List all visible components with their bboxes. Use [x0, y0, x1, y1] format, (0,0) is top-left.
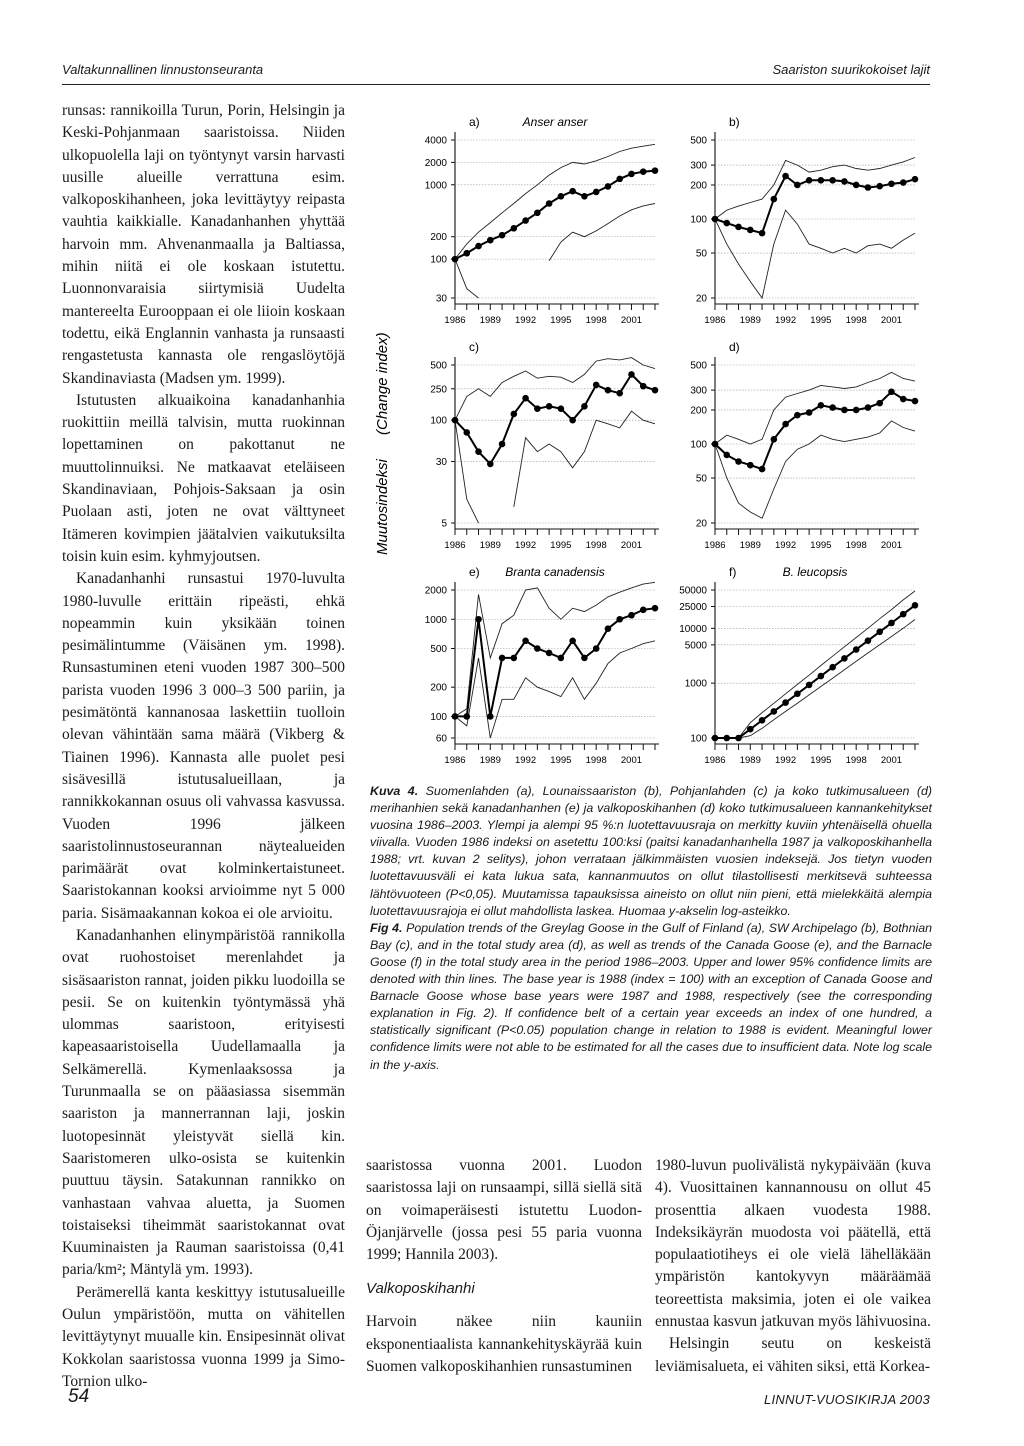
- running-header: [62, 58, 930, 85]
- panel-b-y-tick-label: 50: [695, 248, 707, 260]
- panel-f-index-point: [723, 735, 730, 742]
- panel-b-index-point: [782, 173, 789, 180]
- panel-d-index-point: [723, 452, 730, 459]
- panel-c-x-tick-label: 2001: [620, 540, 643, 551]
- panel-a-index-point: [640, 168, 647, 175]
- panel-b-upper-limit: [715, 158, 915, 220]
- panel-f-index-point: [853, 646, 860, 653]
- panel-d-x-tick-label: 1995: [810, 540, 832, 551]
- panel-f-index-point: [900, 611, 907, 618]
- panel-f-index-point: [912, 602, 919, 609]
- panel-a-index-point: [628, 171, 635, 178]
- panel-e-index-point: [463, 713, 470, 720]
- panel-a-index-point: [452, 256, 459, 263]
- panel-f-index-point: [865, 637, 872, 644]
- panel-c-index-point: [640, 383, 647, 390]
- panel-e-x-tick-label: 1992: [515, 755, 537, 766]
- panel-d-x-tick-label: 1986: [704, 540, 726, 551]
- figure-4: [365, 100, 933, 772]
- panel-f-index-point: [794, 690, 801, 697]
- panel-e-index-point: [640, 607, 647, 614]
- panel-b-index-point: [723, 220, 730, 227]
- panel-e-x-tick-label: 1998: [585, 755, 607, 766]
- panel-f-y-tick-label: 25000: [679, 602, 707, 614]
- y-axis-label-fi: Muutosindeksi: [374, 459, 391, 555]
- paragraph: saaristossa vuonna 2001. Luodon saaristossa laji on runsaampi, sillä siellä sitä on voimaperäisesti istutettu Luodon-Öjanjärvelle (jossa pesi 55 paria vuonna 1999; Hannila 2003).: [366, 1157, 642, 1264]
- panel-d-y-tick-label: 20: [695, 518, 707, 530]
- panel-f-y-tick-label: 1000: [684, 678, 707, 690]
- panel-b-index-point: [841, 178, 848, 185]
- panel-d-y-tick-label: 50: [695, 473, 707, 485]
- panel-e-index-point: [522, 638, 529, 645]
- panel-a-y-tick-label: 30: [435, 293, 447, 305]
- panel-b-x-tick-label: 1995: [810, 315, 832, 326]
- panel-e-index-point: [581, 655, 588, 662]
- panel-c-y-tick-label: 100: [430, 415, 447, 427]
- panel-f-index-point: [829, 664, 836, 671]
- caption-en: [370, 920, 932, 1074]
- y-axis-label-en: (Change index): [374, 332, 391, 435]
- panel-a-index-point: [558, 193, 565, 200]
- panel-d-index-point: [712, 441, 719, 448]
- panel-a-y-tick-label: 200: [430, 232, 447, 244]
- panel-d-y-tick-label: 300: [690, 385, 707, 397]
- panel-e-index-point: [534, 645, 541, 652]
- panel-b-y-tick-label: 20: [695, 293, 707, 305]
- panel-e-index-point: [569, 638, 576, 645]
- panel-e-index-point: [616, 616, 623, 623]
- panel-e-index-point: [605, 625, 612, 632]
- panel-f-x-tick-label: 2001: [880, 755, 903, 766]
- panel-d-index-point: [865, 404, 872, 411]
- panel-d-index-point: [888, 388, 895, 395]
- paragraph: Istutusten alkuaikoina kanadanhanhia ruokittiin meillä talvisin, mutta ruokinnan lopettaminen on pakottanut ne muuttolinnuiksi. Ne matkaavat eteläiseen Skandinaviaan, Pohjois-Saksaan ja osin Puolaan asti, joten ne ovat välttyneet Itämeren kovimpien jäätalvien vaikutuksilta toisin kuin esim. kyhmyjoutsen.: [62, 391, 345, 565]
- panel-e-upper-limit: [455, 582, 655, 716]
- panel-c-y-tick-label: 500: [430, 360, 447, 372]
- panel-d-y-tick-label: 200: [690, 405, 707, 417]
- panel-f-y-tick-label: 50000: [679, 585, 707, 597]
- panel-a-x-tick-label: 1995: [550, 315, 572, 326]
- panel-e-index-point: [452, 713, 459, 720]
- panel-b-y-tick-label: 500: [690, 135, 707, 147]
- panel-a-x-tick-label: 1986: [444, 315, 466, 326]
- panel-f-index-point: [712, 735, 719, 742]
- panel-b-x-tick-label: 1989: [739, 315, 761, 326]
- panel-d-index-point: [912, 398, 919, 405]
- panel-e-x-tick-label: 2001: [620, 755, 643, 766]
- panel-e-index-point: [511, 655, 518, 662]
- panel-d-index-point: [853, 407, 860, 414]
- panel-a-x-tick-label: 1998: [585, 315, 607, 326]
- panel-e-index-point: [628, 612, 635, 619]
- panel-c-x-tick-label: 1998: [585, 540, 607, 551]
- panel-b-y-tick-label: 100: [690, 214, 707, 226]
- panel-c-index-point: [628, 371, 635, 378]
- panel-c-index-point: [475, 448, 482, 455]
- panel-f-y-tick-label: 100: [690, 733, 707, 745]
- panel-e-index-point: [558, 655, 565, 662]
- panel-b-index-point: [806, 177, 813, 184]
- panel-c-index-point: [499, 441, 506, 448]
- text-column-1: [62, 100, 345, 1393]
- figure-caption: [370, 783, 932, 1074]
- panel-e-index-point: [499, 655, 506, 662]
- paragraph: Harvoin näkee niin kauniin eksponentiaalista kannankehityskäyrää kuin Suomen valkoposkihanhien runsastuminen: [366, 1313, 642, 1376]
- panel-e-y-tick-label: 100: [430, 711, 447, 723]
- panel-f-index-point: [782, 699, 789, 706]
- panel-f-upper-limit: [715, 591, 915, 738]
- panel-d-index-point: [735, 458, 742, 465]
- panel-b-index-point: [818, 177, 825, 184]
- panel-a-y-tick-label: 1000: [424, 180, 447, 192]
- panel-d-index-point: [794, 412, 801, 419]
- panel-c-index-point: [616, 390, 623, 397]
- panel-c-x-tick-label: 1986: [444, 540, 466, 551]
- panel-f-index-point: [806, 682, 813, 689]
- panel-e-index-point: [593, 645, 600, 652]
- paragraph: Kanadanhanhen elinympäristöä rannikolla ovat ruohostoiset merenlahdet ja sisäsaariston rannat, joiden pikku luodoilla se pesii. Se on kuitenkin työntymässä yhä ulommas saaristoon, erityisesti kapeasaaristoisella Uudellamaalla ja Selkämerellä. Kymenlaaksossa ja Turunmaalla se on pääasiassa sisemmän saariston ja mannerrannan laji, joskin luotopesinnät yleistyvät siellä kin. Saaristomeren ulko-osista se kuitenkin puuttuu täysin. Satakunnan rannikko on vanhastaan vahvaa aluetta, ja Suomen toistaiseksi tiheimmät saaristokannat ovat Kuuminaisten ja Rauman saaristoissa (0,41 paria/km²; Mäntylä ym. 1993).: [62, 926, 345, 1279]
- panel-d-index-point: [876, 400, 883, 407]
- panel-a-index-point: [569, 188, 576, 195]
- panel-b-y-tick-label: 300: [690, 160, 707, 172]
- panel-d-index-point: [782, 421, 789, 428]
- panel-b-x-tick-label: 1998: [845, 315, 867, 326]
- caption-en-text: Population trends of the Greylag Goose in the Gulf of Finland (a), SW Archipelago (b), Bothnian Bay (c), and in the total study area (d), as well as trends of the Canada Goose (e), and the Barnacle Goose (f) in the total study area in the period 1986–2003. Upper and lower 95% confidence limits are denoted with thin lines. The base year is 1988 (index = 100) with an exception of Canada Goose and Barnacle Goose whose base years were 1987 and 1988, respectively (see the corresponding explanation in Fig. 2). If confidence belt of a certain year exceeds an index of one hundred, a statistically significant (P<0.05) population change in relation to 1988 is evident. Meaningful lower confidence limits were not able to be estimated for all the cases due to insufficient data. Note log scale in the y-axis.: [370, 920, 932, 1072]
- panel-a-index-point: [616, 176, 623, 183]
- panel-a-index-point: [605, 183, 612, 190]
- panel-c-y-tick-label: 30: [435, 457, 447, 469]
- text-column-2: [366, 1155, 642, 1378]
- panel-c-y-tick-label: 5: [441, 518, 447, 530]
- panel-b-index-point: [794, 182, 801, 189]
- panel-d-index-point: [747, 462, 754, 469]
- panel-b-index-point: [865, 184, 872, 191]
- panel-b-index-point: [888, 180, 895, 187]
- panel-d-index-point: [900, 396, 907, 403]
- panel-b-lower-limit: [715, 210, 915, 298]
- panel-b-x-tick-label: 2001: [880, 315, 903, 326]
- panel-c-index-point: [569, 417, 576, 424]
- panel-b-label: b): [729, 115, 740, 129]
- panel-d-index-point: [841, 407, 848, 414]
- panel-f-x-tick-label: 1992: [775, 755, 797, 766]
- panel-a-species: Anser anser: [522, 115, 588, 129]
- panel-e-index-point: [546, 650, 553, 657]
- panel-c-index-point: [487, 461, 494, 468]
- panel-a-y-tick-label: 4000: [424, 135, 447, 147]
- panel-b-index-point: [853, 182, 860, 189]
- panel-d-x-tick-label: 1992: [775, 540, 797, 551]
- panel-f-x-tick-label: 1995: [810, 755, 832, 766]
- panel-b-y-tick-label: 200: [690, 180, 707, 192]
- panel-e-x-tick-label: 1986: [444, 755, 466, 766]
- text-column-3: [655, 1155, 931, 1378]
- panel-f-x-tick-label: 1998: [845, 755, 867, 766]
- header-left: Valtakunnallinen linnustonseuranta: [62, 62, 264, 77]
- panel-f-index-point: [888, 620, 895, 627]
- panel-b-index-point: [876, 183, 883, 190]
- panel-c-index-point: [605, 387, 612, 394]
- paragraph: runsas: rannikoilla Turun, Porin, Helsingin ja Keski-Pohjanmaan saaristoissa. Niiden ulkopuolella laji on työntynyt varsin harvasti uusille alueille verrattuna esim. valkoposkihanheen, joka levittäytyy reipasta vauhtia kaikkialle. Kanadanhanhen yhyttää harvoin mm. Ahvenanmaalla ja Baltiassa, mihin niitä ei ole koskaan istutettu. Luonnonvaraisia siirtymisiä Uudelta mantereelta Eurooppaan ei ole liioin koskaan todettu, eikä Englannin vanhasta ja runsaasti rengastetusta kannasta ole rengaslöytöjä Skandinaviasta (Madsen ym. 1999).: [62, 102, 345, 387]
- caption-en-label: Fig 4.: [370, 920, 403, 935]
- panel-c-index-point: [522, 395, 529, 402]
- panel-f-index-point: [771, 708, 778, 715]
- panel-c-index-line: [455, 374, 655, 464]
- panel-f-index-line: [715, 605, 915, 738]
- panel-a-index-point: [652, 167, 659, 174]
- panel-e-x-tick-label: 1995: [550, 755, 572, 766]
- panel-d-x-tick-label: 1998: [845, 540, 867, 551]
- panel-a-index-point: [593, 189, 600, 196]
- panel-e-y-tick-label: 1000: [424, 614, 447, 626]
- panel-c-index-point: [511, 411, 518, 418]
- panel-c-index-point: [652, 387, 659, 394]
- panel-c-label: c): [469, 340, 479, 354]
- panel-c-index-point: [581, 403, 588, 410]
- panel-e-y-tick-label: 2000: [424, 585, 447, 597]
- panel-f-species: B. leucopsis: [782, 565, 848, 579]
- panel-b-index-point: [912, 176, 919, 183]
- panel-e-index-point: [487, 713, 494, 720]
- panel-d-index-point: [818, 402, 825, 409]
- panel-c-y-tick-label: 250: [430, 384, 447, 396]
- panel-d-index-point: [806, 409, 813, 416]
- panel-a-index-point: [499, 232, 506, 239]
- panel-f-y-tick-label: 10000: [679, 623, 707, 635]
- panel-a-index-point: [546, 200, 553, 207]
- panel-d-index-point: [771, 436, 778, 443]
- panel-a-index-point: [475, 243, 482, 250]
- panel-b-index-point: [829, 177, 836, 184]
- panel-c-index-point: [546, 403, 553, 410]
- panel-f-x-tick-label: 1986: [704, 755, 726, 766]
- panel-a-index-point: [511, 225, 518, 232]
- panel-a-index-point: [522, 217, 529, 224]
- panel-e-y-tick-label: 200: [430, 682, 447, 694]
- panel-a-y-tick-label: 2000: [424, 157, 447, 169]
- caption-fi-label: Kuva 4.: [370, 784, 419, 798]
- panel-a-x-tick-label: 2001: [620, 315, 643, 326]
- panel-b-index-point: [712, 216, 719, 223]
- caption-fi: [370, 783, 932, 920]
- paragraph: Helsingin seutu on keskeistä leviämisalueta, ei vähiten siksi, että Korkea-: [655, 1335, 931, 1375]
- panel-a-label: a): [469, 115, 480, 129]
- panel-f-y-tick-label: 5000: [684, 640, 707, 652]
- panel-b-index-point: [900, 179, 907, 186]
- panel-e-label: e): [469, 565, 480, 579]
- panel-b-index-point: [735, 224, 742, 231]
- panel-e-y-tick-label: 60: [435, 733, 447, 745]
- panel-a-x-tick-label: 1992: [515, 315, 537, 326]
- panel-d-index-line: [715, 392, 915, 469]
- panel-a-lower-limit: [455, 204, 655, 299]
- panel-d-index-point: [759, 466, 766, 473]
- panel-c-lower-limit: [455, 411, 655, 523]
- panel-f-index-point: [841, 655, 848, 662]
- panel-d-index-point: [829, 404, 836, 411]
- panel-c-x-tick-label: 1995: [550, 540, 572, 551]
- paragraph: Kanadanhanhi runsastui 1970-luvulta 1980-luvulle erittäin ripeästi, ehkä nopeammin kuin yksikään toinen pesimälintumme (Väisänen ym. 1998). Runsastuminen eteni vuoden 1987 300–500 parista vuoden 1996 3 000–3 500 pariin, ja pesimätöntä kannanosaa laskettiin tuolloin olevan vähintään sama määrä (Vikberg & Tiainen 1996). Kannasta alle puolet pesi sisävesillä istutusalueillaan, ja rannikkokannan osuus oli vahvassa kasvussa. Vuoden 1996 jälkeen saaristolinnustoseurannan näytealueiden parimäärät ovat kolminkertaistuneet. Saaristokannan kooksi arvioimme nyt 5 000 paria. Sisämaakannan kokoa ei ole arvioitu.: [62, 570, 345, 922]
- panel-e-index-point: [652, 605, 659, 612]
- panel-c-index-point: [534, 405, 541, 412]
- panel-c-index-point: [593, 382, 600, 389]
- panel-d-lower-limit: [715, 421, 915, 518]
- paragraph: Perämerellä kanta keskittyy istutusalueille Oulun ympäristöön, mutta on vähitellen levittäytynyt muualle kin. Ensipesinnät olivat Kokkolan saaristossa vuonna 1999 ja Simo-Tornion ulko-: [62, 1283, 345, 1390]
- subheading: Valkoposkihanhi: [366, 1280, 475, 1298]
- panel-d-x-tick-label: 1989: [739, 540, 761, 551]
- panel-b-index-point: [747, 227, 754, 234]
- page-footer: [62, 1386, 930, 1416]
- panel-d-label: d): [729, 340, 740, 354]
- panel-b-x-tick-label: 1992: [775, 315, 797, 326]
- panel-e-species: Branta canadensis: [505, 565, 605, 579]
- panel-c-index-point: [452, 417, 459, 424]
- panel-a-y-tick-label: 100: [430, 254, 447, 266]
- panel-f-index-point: [747, 726, 754, 733]
- panel-f-x-tick-label: 1989: [739, 755, 761, 766]
- header-right: Saariston suurikokoiset lajit: [772, 62, 930, 77]
- panel-f-label: f): [729, 565, 737, 579]
- panel-b-x-tick-label: 1986: [704, 315, 726, 326]
- panel-f-index-point: [876, 629, 883, 636]
- panel-a-index-line: [455, 171, 655, 260]
- panel-d-y-tick-label: 100: [690, 439, 707, 451]
- panel-c-x-tick-label: 1992: [515, 540, 537, 551]
- panel-f-lower-limit: [715, 620, 915, 739]
- panel-e-index-point: [475, 616, 482, 623]
- panel-a-index-point: [487, 237, 494, 244]
- panel-f-index-point: [735, 735, 742, 742]
- panel-f-index-point: [759, 717, 766, 724]
- panel-b-index-point: [771, 196, 778, 203]
- panel-c-index-point: [558, 405, 565, 412]
- panel-f-index-point: [818, 673, 825, 680]
- page-number: 54: [68, 1386, 90, 1407]
- caption-fi-text: Suomenlahden (a), Lounaissaariston (b), Pohjanlahden (c) ja koko tutkimusalueen (d) merihanhien sekä kanadanhanhen (e) ja valkoposkihanhen (d) koko tutkimusalueen kannankehitykset vuosina 1986–2003. Ylempi ja alempi 95 %:n luotettavuusraja on merkitty kuviin yhtenäisellä ohuella viivalla. Vuoden 1986 indeksi on asetettu 100:ksi (paitsi kanadanhanhella 1987 ja valkoposkihanhella 1988; vrt. kuvan 2 selitys), johon verrataan jälkimmäisten vuosien indeksejä. Jos tietyn vuoden luotettavuusväli ei kata lukua sata, kannanmuutos on ollut tilastollisesti merkitsevä suhteessa lähtövuoteen (P<0,05). Muutamissa tapauksissa aineisto on ollut niin pieni, että mielekkäitä alempia luotettavuusrajoja ei ollut mahdollista laskea. Huomaa y-akselin log-asteikko.: [370, 784, 933, 918]
- panel-a-index-point: [463, 250, 470, 257]
- panel-a-index-point: [534, 209, 541, 216]
- panel-a-index-point: [581, 193, 588, 200]
- panel-e-y-tick-label: 500: [430, 644, 447, 656]
- panel-d-x-tick-label: 2001: [880, 540, 903, 551]
- panel-b-index-point: [759, 230, 766, 237]
- panel-a-x-tick-label: 1989: [479, 315, 501, 326]
- panel-d-y-tick-label: 500: [690, 360, 707, 372]
- panel-c-index-point: [463, 429, 470, 436]
- journal-name: LINNUT-VUOSIKIRJA 2003: [763, 1392, 930, 1407]
- panel-c-x-tick-label: 1989: [479, 540, 501, 551]
- panel-e-x-tick-label: 1989: [479, 755, 501, 766]
- paragraph: 1980-luvun puolivälistä nykypäivään (kuva 4). Vuosittainen kannannousu on ollut 45 prosenttia alkaen vuodesta 1988. Indeksikäyrän muodosta voi päätellä, että populaatiotiheys ei ole vielä lähelläkään ympäristön kantokyvyn määräämää teoreettista maksimia, joten ei ole vaikea ennustaa kasvun jatkuvan myös lähivuosina.: [655, 1157, 931, 1331]
